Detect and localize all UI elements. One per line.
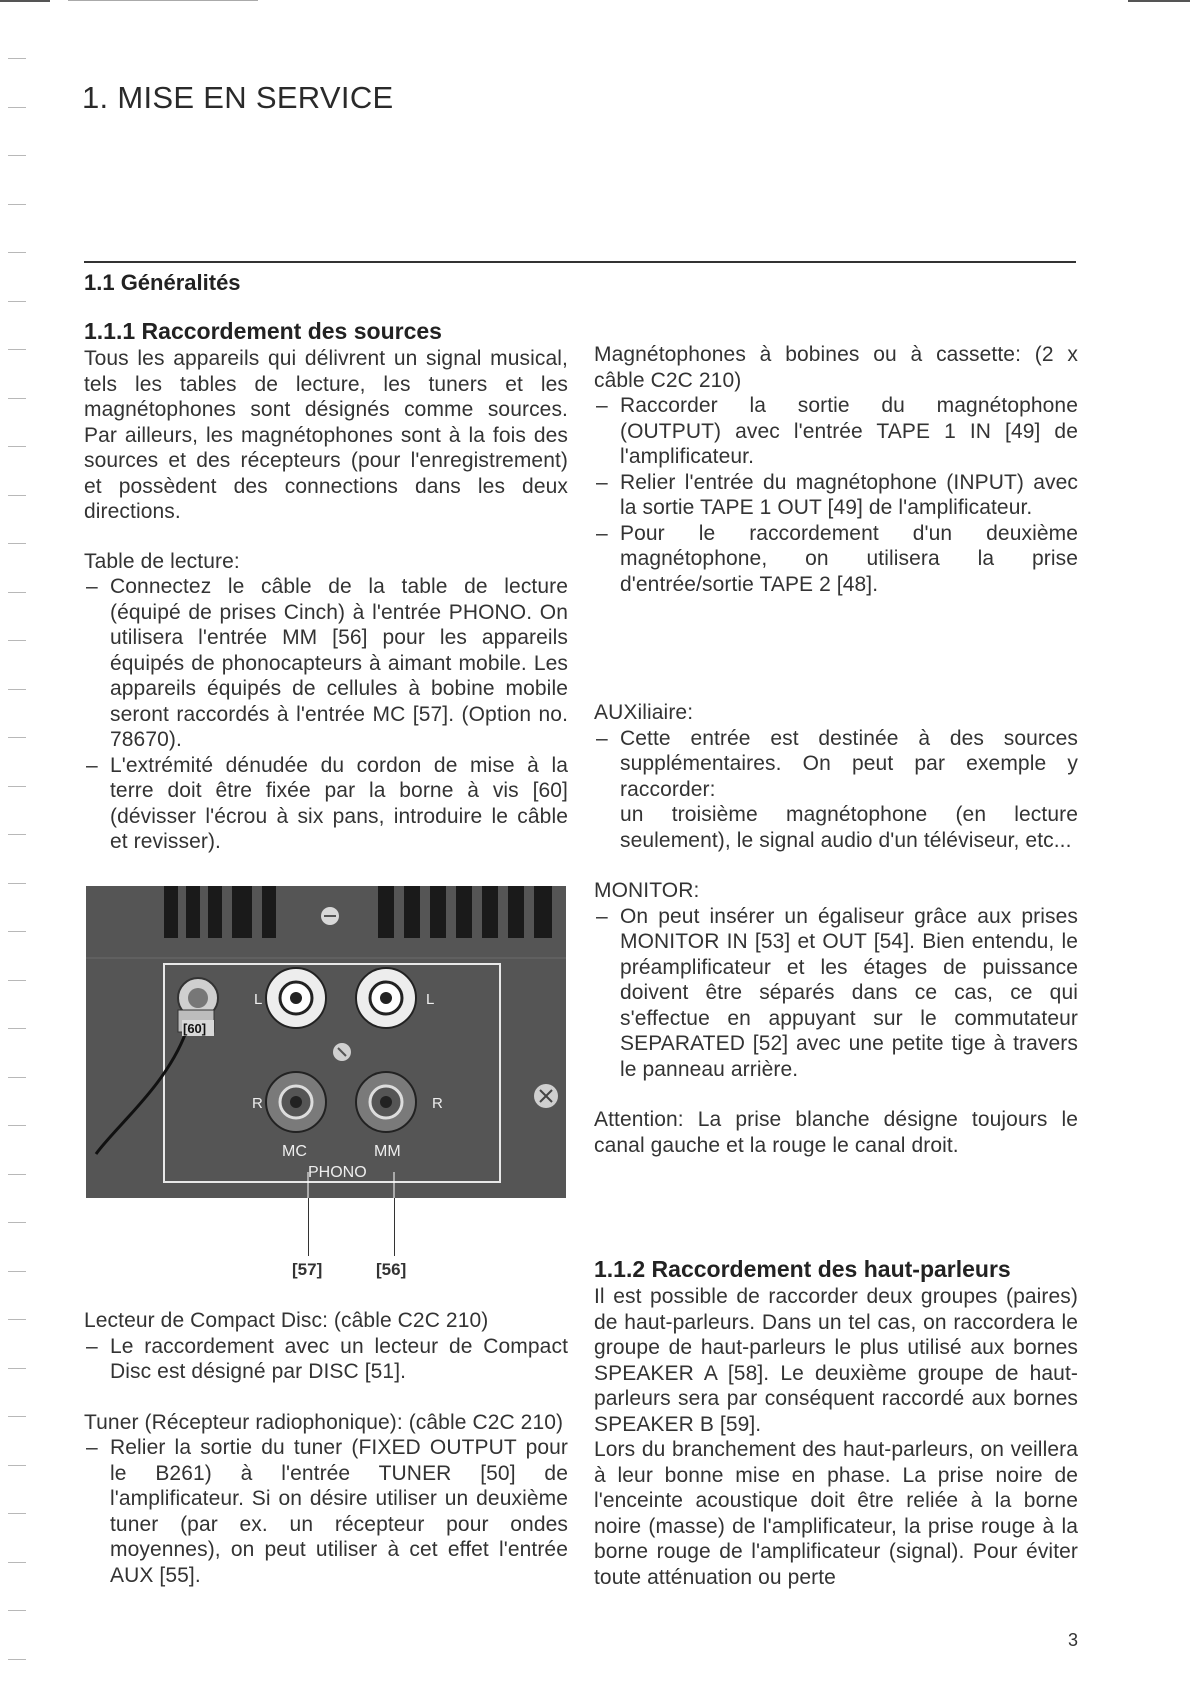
margin-tick — [8, 786, 26, 787]
phono-panel-photo — [86, 886, 566, 1198]
callout-57: [57] — [292, 1260, 323, 1279]
margin-tick — [8, 1562, 26, 1563]
margin-tick — [8, 1028, 26, 1029]
margin-tick — [8, 204, 26, 205]
top-rule — [0, 0, 50, 2]
label-60: [60] — [183, 1021, 207, 1036]
margin-tick — [8, 1465, 26, 1466]
margin-tick — [8, 495, 26, 496]
right-column — [594, 342, 1078, 597]
list-item: – On peut insérer un égaliseur grâce aux prises MONITOR IN [53] et OUT [54]. Bien entendu, le préamplificateur et les étages de puissance doivent être séparés dans ce cas, ce qui s'effectue en appuyant sur le commutateur SEPARATED [52] avec une petite tige à travers le panneau arrière. — [594, 904, 1078, 1083]
sources-heading: 1.1.1 Raccordement des sources — [84, 318, 442, 344]
top-rule — [1128, 0, 1190, 2]
aux-list — [594, 726, 1078, 854]
label-phono: PHONO — [308, 1164, 367, 1181]
list-item: – Pour le raccordement d'un deuxième magnétophone, on utilisera la prise d'entrée/sortie TAPE 2 [48]. — [594, 521, 1078, 598]
margin-tick — [8, 107, 26, 108]
tuner-label: Tuner (Récepteur radiophonique): (câble C2C 210) — [84, 1410, 564, 1434]
margin-tick — [8, 1271, 26, 1272]
margin-tick — [8, 689, 26, 690]
speakers-block — [594, 1254, 1078, 1590]
margin-tick — [8, 58, 26, 59]
top-rule — [68, 0, 258, 1]
speakers-heading: 1.1.2 Raccordement des haut-parleurs — [594, 1256, 1011, 1282]
tuner-list — [84, 1435, 568, 1588]
margin-tick — [8, 1319, 26, 1320]
list-item: – Le raccordement avec un lecteur de Compact Disc est désigné par DISC [51]. — [84, 1334, 568, 1385]
list-item: – L'extrémité dénudée du cordon de mise à la terre doit être fixée par la borne à vis [60] (dévisser l'écrou à six pans, introduire le câble et revisser). — [84, 753, 568, 855]
label-mm: MM — [374, 1143, 401, 1160]
margin-tick — [8, 1416, 26, 1417]
margin-tick — [8, 640, 26, 641]
rca-jack-icon — [356, 968, 416, 1028]
margin-tick — [8, 592, 26, 593]
margin-tick — [8, 1659, 26, 1660]
list-item — [594, 726, 1078, 854]
margin-tick — [8, 1368, 26, 1369]
monitor-list — [594, 904, 1078, 1083]
tape-list — [594, 393, 1078, 597]
margin-tick — [8, 155, 26, 156]
label-l-right: L — [426, 991, 435, 1008]
left-column — [84, 316, 568, 855]
rca-jack-icon — [266, 1072, 326, 1132]
callout-line-56 — [394, 1198, 395, 1256]
label-r-left: R — [252, 1095, 263, 1112]
list-item: – Raccorder la sortie du magnétophone (OUTPUT) avec l'entrée TAPE 1 IN [49] de l'amplificateur. — [594, 393, 1078, 470]
sources-intro: Tous les appareils qui délivrent un signal musical, tels les tables de lecture, les tuners et les magnétophones sont désignés comme sources. Par ailleurs, les magnétophones sont à la fois des sources et des récepteurs (pour l'enregistrement) et possèdent des connections dans les deux directions. — [84, 347, 568, 523]
rca-jack-icon — [266, 968, 326, 1028]
photo-callouts — [86, 1198, 566, 1278]
turntable-label: Table de lecture: — [84, 549, 240, 573]
tape-label: Magnétophones à bobines ou à cassette: (2 x câble C2C 210) — [594, 343, 1078, 392]
rca-jack-icon — [356, 1072, 416, 1132]
cd-list — [84, 1334, 568, 1385]
margin-tick — [8, 1174, 26, 1175]
margin-tick — [8, 1610, 26, 1611]
page-title: 1. MISE EN SERVICE — [82, 80, 394, 115]
attention-note: Attention: La prise blanche désigne toujours le canal gauche et la rouge le canal droit. — [594, 1108, 1078, 1157]
callout-56: [56] — [376, 1260, 407, 1279]
speakers-text-2: Lors du branchement des haut-parleurs, on veillera à leur bonne mise en phase. La prise noire de l'enceinte acoustique doit être reliée à la borne noire (masse) de l'amplificateur, la prise rouge à la borne rouge de l'amplificateur (signal). Pour éviter toute atténuation ou perte — [594, 1438, 1078, 1589]
margin-tick — [8, 980, 26, 981]
margin-tick — [8, 543, 26, 544]
monitor-label: MONITOR: — [594, 879, 700, 902]
turntable-list — [84, 574, 568, 855]
label-r-right: R — [432, 1095, 443, 1112]
section-heading: 1.1 Généralités — [84, 270, 241, 295]
cd-label: Lecteur de Compact Disc: (câble C2C 210) — [84, 1309, 489, 1332]
margin-tick — [8, 834, 26, 835]
margin-tick — [8, 1513, 26, 1514]
aux-item-cont: un troisième magnétophone (en lecture seulement), le signal audio d'un téléviseur, etc... — [620, 803, 1078, 852]
margin-tick — [8, 446, 26, 447]
page-number: 3 — [1068, 1630, 1079, 1650]
margin-tick — [8, 1222, 26, 1223]
margin-tick — [8, 1125, 26, 1126]
aux-block — [594, 700, 1078, 1158]
rear-panel-illustration — [86, 886, 566, 1198]
margin-tick — [8, 883, 26, 884]
margin-tick — [8, 1077, 26, 1078]
margin-tick — [8, 931, 26, 932]
margin-tick — [8, 398, 26, 399]
left-column-bottom — [84, 1308, 568, 1588]
callout-line-57 — [308, 1198, 309, 1256]
section-rule — [84, 261, 1076, 263]
aux-label: AUXiliaire: — [594, 701, 694, 724]
margin-tick — [8, 737, 26, 738]
margin-tick — [8, 252, 26, 253]
margin-tick — [8, 301, 26, 302]
list-item: – Relier l'entrée du magnétophone (INPUT) avec la sortie TAPE 1 OUT [49] de l'amplificateur. — [594, 470, 1078, 521]
margin-tick — [8, 349, 26, 350]
label-l-left: L — [254, 991, 263, 1008]
speakers-text: Il est possible de raccorder deux groupes (paires) de haut-parleurs. Dans un tel cas, on raccordera le groupe de haut-parleurs le plus utilisé aux bornes SPEAKER A [58]. Le deuxième groupe de haut-parleurs sera par conséquent raccordé aux bornes SPEAKER B [59]. — [594, 1285, 1078, 1436]
list-item: – Connectez le câble de la table de lecture (équipé de prises Cinch) à l'entrée PHONO. On utilisera l'entrée MM [56] pour les appareils équipés de phonocapteurs à aimant mobile. Les appareils équipés de cellules à bobine mobile seront raccordés à l'entrée MC [57]. (Option no. 78670). — [84, 574, 568, 753]
list-item: – Relier la sortie du tuner (FIXED OUTPUT pour le B261) à l'entrée TUNER [50] de l'amplificateur. Si on désire utiliser un deuxième tuner (par ex. un récepteur pour ondes moyennes), on peut utiliser à cet effet l'entrée AUX [55]. — [84, 1435, 568, 1588]
aux-item: Cette entrée est destinée à des sources supplémentaires. On peut par exemple y raccorder: — [620, 726, 1078, 801]
label-mc: MC — [282, 1143, 307, 1160]
